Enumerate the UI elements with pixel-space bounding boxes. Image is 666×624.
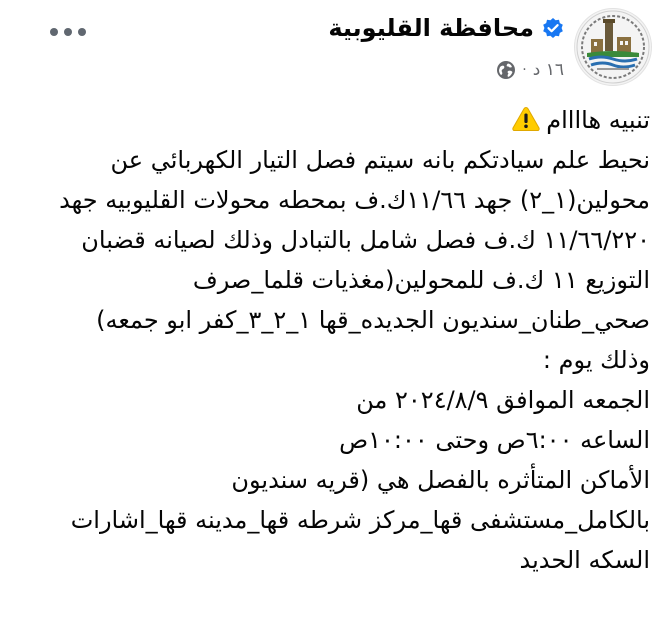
post-line: نحيط علم سيادتكم بانه سيتم فصل التيار الكهربائي عن — [110, 146, 650, 174]
post-line: الجمعه الموافق ٢٠٢٤/٨/٩ من — [356, 386, 650, 414]
more-options-icon — [50, 28, 58, 36]
page-name-row — [328, 14, 564, 42]
post-line: محولين(١_٢) جهد ١١/٦٦ك.ف بمحطه محولات القليوبيه جهد — [59, 186, 650, 214]
post-line: الأماكن المتأثره بالفصل هي (قريه سنديون — [231, 466, 650, 494]
post-line: صحي_طنان_سنديون الجديده_قها ١_٢_٣_كفر ابو جمعه) — [96, 306, 650, 334]
post-line: السكه الحديد — [519, 546, 650, 574]
post-body — [30, 100, 650, 580]
post-timestamp[interactable]: ١٦ د — [532, 60, 564, 80]
post-meta — [496, 60, 564, 80]
post-line: الساعه ٦:٠٠ص وحتى ١٠:٠٠ص — [339, 426, 650, 454]
page-name[interactable]: محافظة القليوبية — [328, 14, 534, 42]
post-line-warning-title — [30, 100, 650, 140]
post-line: ١١/٦٦/٢٢٠ ك.ف فصل شامل بالتبادل وذلك لصيانه قضبان — [81, 226, 650, 254]
meta-separator: · — [522, 62, 527, 78]
post-header — [14, 8, 652, 90]
post-line: التوزيع ١١ ك.ف للمحولين(مغذيات قلما_صرف — [192, 266, 650, 294]
governorate-logo-icon — [575, 9, 651, 85]
warning-title-text: تنبيه هاااام — [546, 106, 650, 134]
more-options-button[interactable] — [40, 14, 96, 50]
verified-badge-icon — [542, 17, 564, 39]
warning-icon — [512, 106, 540, 132]
post-line: وذلك يوم : — [542, 346, 650, 374]
more-options-icon-dot — [64, 28, 72, 36]
more-options-icon-dot — [78, 28, 86, 36]
page-avatar[interactable] — [574, 8, 652, 86]
post-line: بالكامل_مستشفى قها_مركز شرطه قها_مدينه قها_اشارات — [70, 506, 650, 534]
globe-icon[interactable] — [496, 60, 516, 80]
